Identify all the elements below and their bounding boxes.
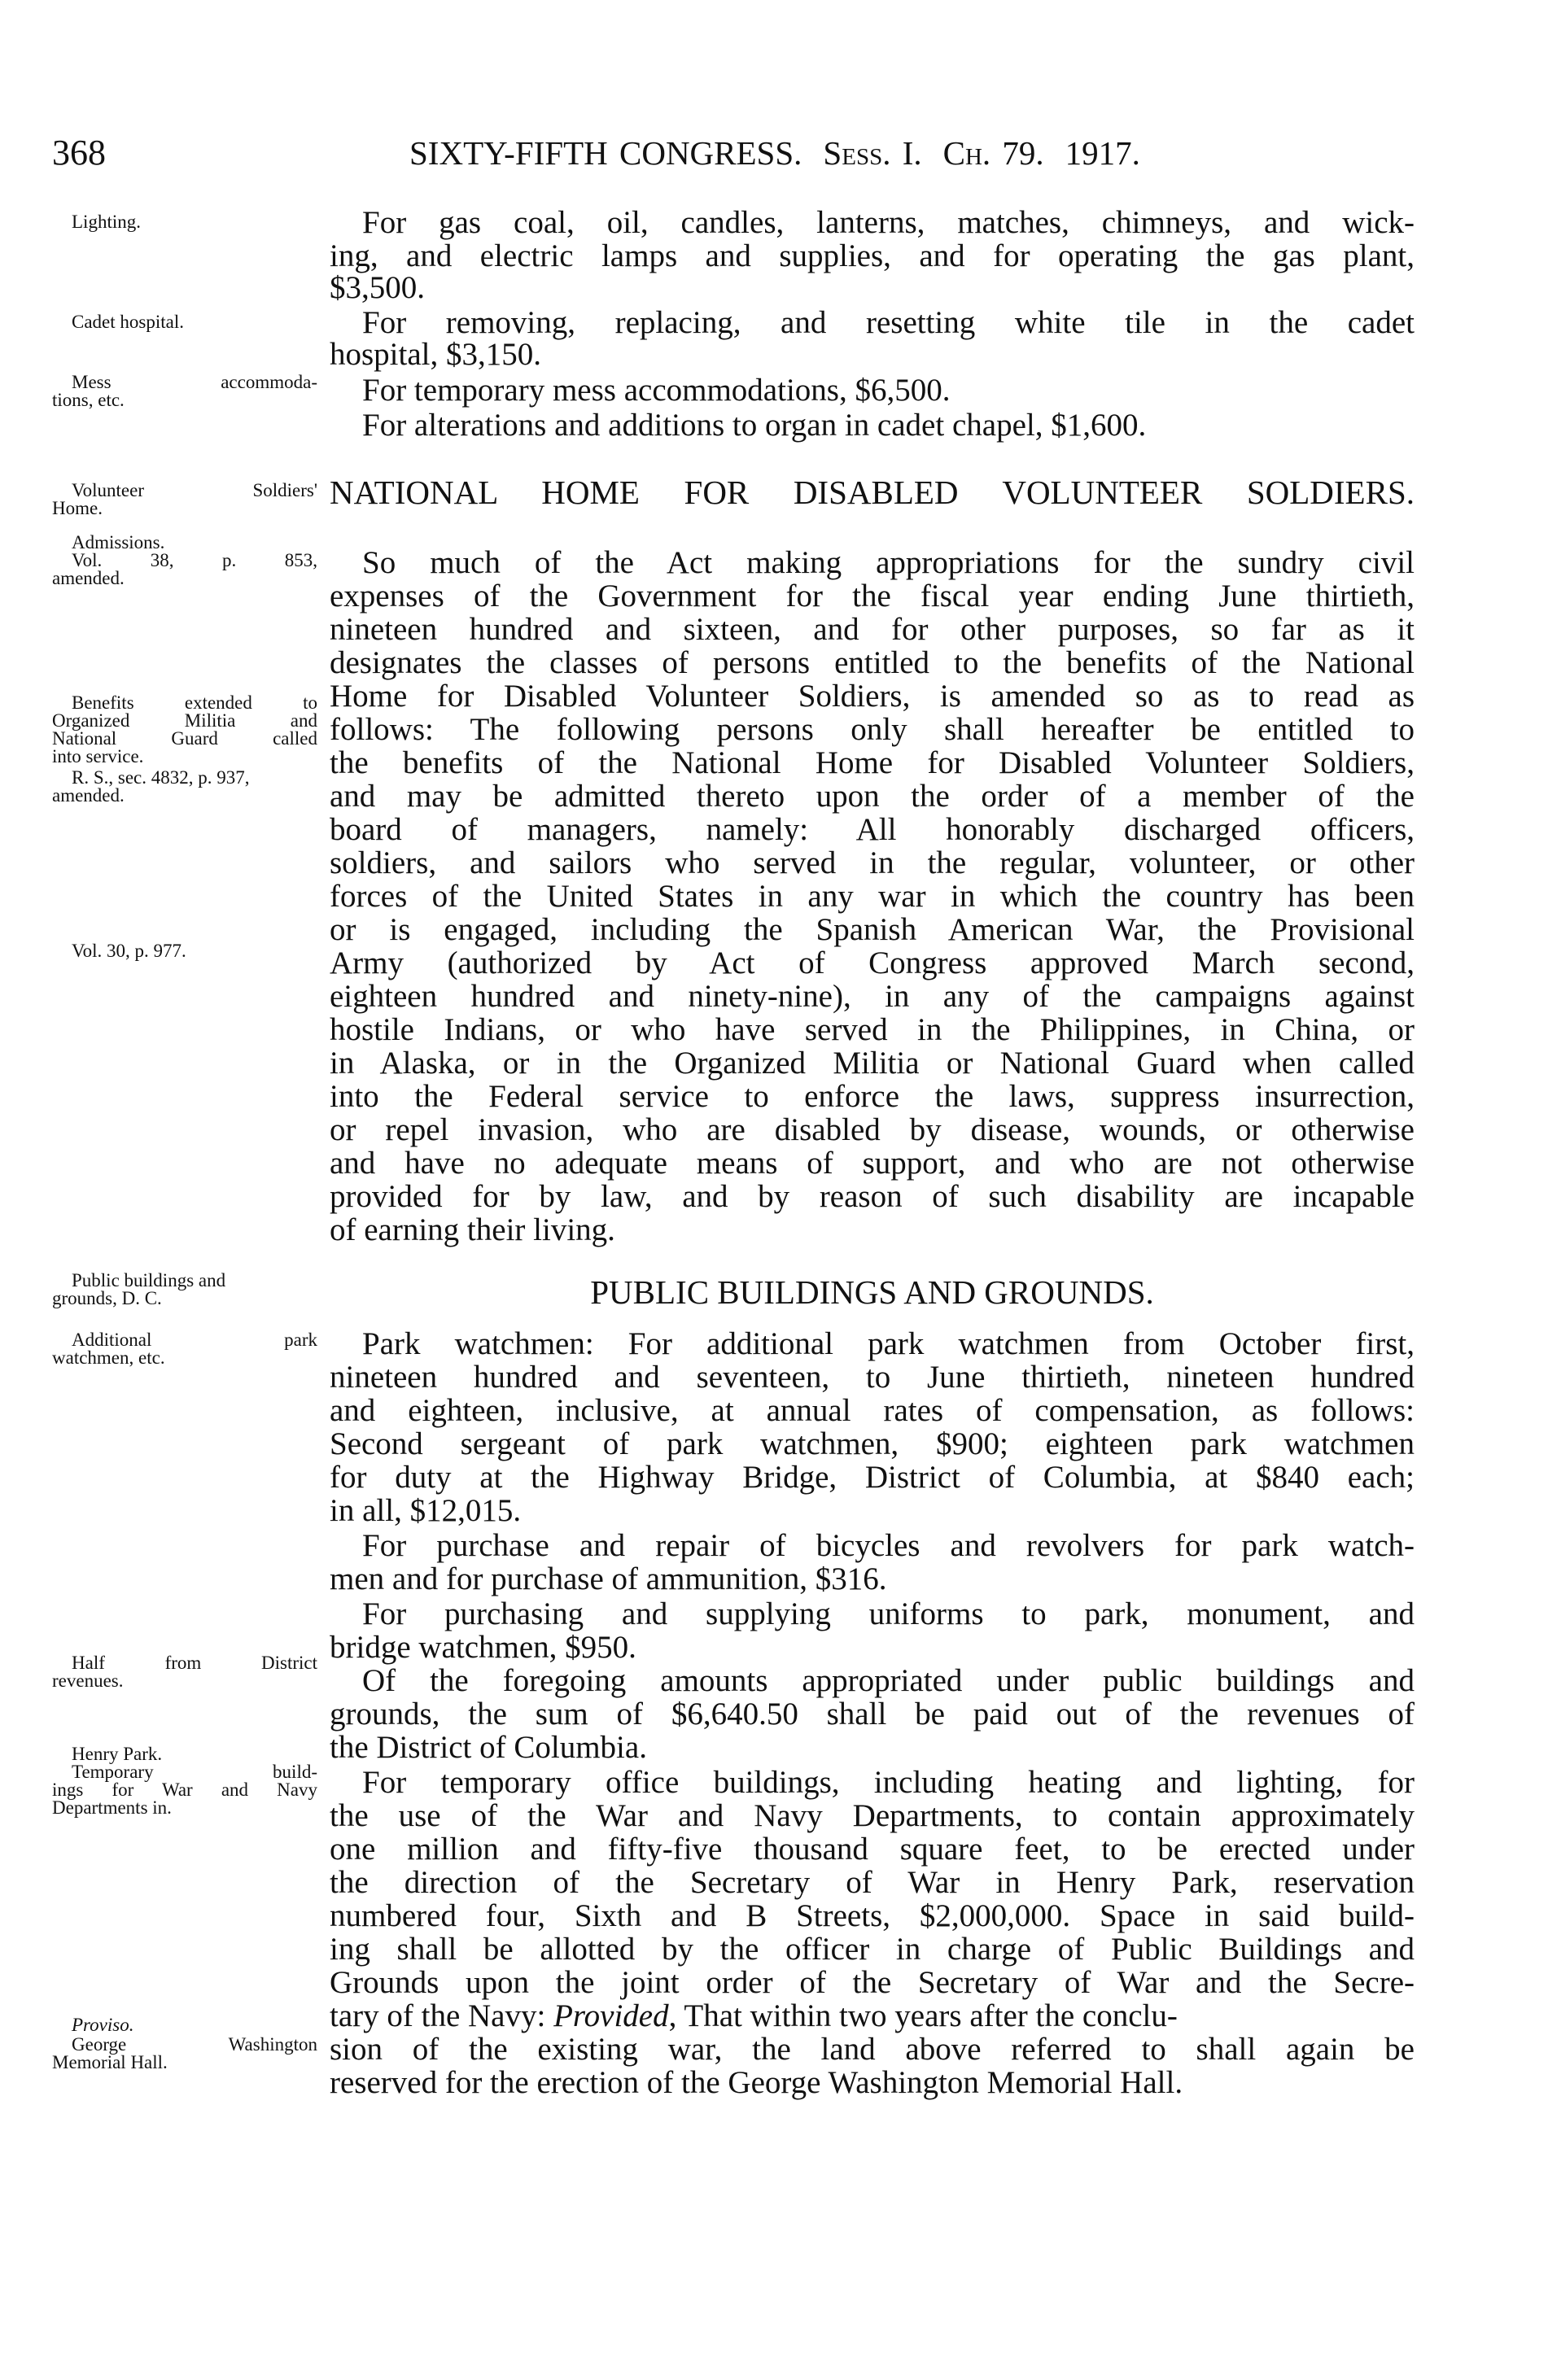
body-text: tary of the Navy: [330,1998,554,2033]
body-line: For purchasing and supplying uniforms to park, monument, and [362,1596,1415,1631]
body-line: So much of the Act making appropriations for the sundry civil [362,545,1415,580]
margin-note-mess-accommodations: Mess accommoda- tions, etc. [52,372,317,410]
body-line: of earning their living. [330,1212,615,1247]
section-heading-public-buildings: PUBLIC BUILDINGS AND GROUNDS. [590,1273,1154,1311]
margin-note-benefits-extended: Benefits extended to Organized Militia and National Guard called into service. [52,692,317,766]
body-line: For gas coal, oil, candles, lanterns, matches, chimneys, and wick- [362,205,1415,240]
margin-note-lighting: Lighting. [72,212,141,232]
body-line: the use of the War and Navy Departments, to contain approximately [330,1798,1415,1833]
body-line: and eighteen, inclusive, at annual rates of compensation, as follows: [330,1393,1415,1428]
body-line: for duty at the Highway Bridge, District of Columbia, at $840 each; [330,1460,1415,1495]
body-line: For temporary mess accommodations, $6,500. [362,373,951,408]
body-line: $3,500. [330,270,425,305]
margin-note-proviso: Proviso. [72,2015,134,2035]
body-line: into the Federal service to enforce the laws, suppress insurrection, [330,1079,1415,1114]
margin-note-admissions: Admissions. [72,532,165,552]
margin-note-half-from-district: Half from District revenues. [52,1653,317,1691]
section-heading-national-home: NATIONAL HOME FOR DISABLED VOLUNTEER SOLDIERS. [330,474,1415,511]
margin-note-vol-38-citation: Vol. 38, p. 853, amended. [52,550,317,588]
body-line: Of the foregoing amounts appropriated under public buildings and [362,1663,1415,1698]
body-line: For alterations and additions to organ in cadet chapel, $1,600. [362,408,1147,443]
body-line: expenses of the Government for the fiscal year ending June thirtieth, [330,579,1415,614]
margin-note-temporary-buildings: Temporary build- ings for War and Navy Departments in. [52,1762,317,1818]
margin-note-additional-park-watchmen: Additional park watchmen, etc. [52,1330,317,1368]
margin-note-cadet-hospital: Cadet hospital. [72,312,184,332]
session-label: Sess. I. [823,134,922,172]
body-line: hospital, $3,150. [330,337,541,372]
body-line: and may be admitted thereto upon the order of a member of the [330,779,1415,814]
congress-title: SIXTY-FIFTH CONGRESS. [409,134,802,172]
running-head [409,133,1337,172]
body-line: Second sergeant of park watchmen, $900; eighteen park watchmen [330,1426,1415,1461]
body-line: in all, $12,015. [330,1493,522,1528]
body-line: numbered four, Sixth and B Streets, $2,000,000. Space in said build- [330,1898,1415,1933]
page-number: 368 [52,133,106,172]
body-line: follows: The following persons only shall hereafter be entitled to [330,712,1415,747]
body-line: men and for purchase of ammunition, $316. [330,1561,887,1596]
body-line: the District of Columbia. [330,1730,647,1765]
body-line: grounds, the sum of $6,640.50 shall be paid out of the revenues of [330,1697,1415,1732]
body-line: bridge watchmen, $950. [330,1630,636,1665]
margin-note-vol-30-citation: Vol. 30, p. 977. [72,941,186,961]
body-line: designates the classes of persons entitled to the benefits of the National [330,645,1415,680]
body-line: provided for by law, and by reason of such disability are incapable [330,1179,1415,1214]
body-line: reserved for the erection of the George Washington Memorial Hall. [330,2065,1183,2100]
body-line: ing shall be allotted by the officer in charge of Public Buildings and [330,1932,1415,1967]
body-line: sion of the existing war, the land above referred to shall again be [330,2032,1415,2067]
body-line: Park watchmen: For additional park watchmen from October first, [362,1326,1415,1361]
body-line: or repel invasion, who are disabled by disease, wounds, or otherwise [330,1112,1415,1147]
body-line: soldiers, and sailors who served in the regular, volunteer, or other [330,845,1415,880]
body-line: For purchase and repair of bicycles and revolvers for park watch- [362,1528,1415,1563]
body-line: ing, and electric lamps and supplies, and for operating the gas plant, [330,238,1415,273]
provided-italic: Provided [553,1998,669,2033]
body-line: in Alaska, or in the Organized Militia or National Guard when called [330,1046,1415,1081]
body-line: hostile Indians, or who have served in the Philippines, in China, or [330,1012,1415,1047]
body-line: board of managers, namely: All honorably discharged officers, [330,812,1415,847]
body-line: Home for Disabled Volunteer Soldiers, is amended so as to read as [330,679,1415,714]
body-line: For temporary office buildings, including heating and lighting, for [362,1765,1415,1800]
margin-note-volunteer-soldiers-home: Volunteer Soldiers' Home. [52,480,317,518]
body-line: eighteen hundred and ninety-nine), in any of the campaigns against [330,979,1415,1014]
body-line: nineteen hundred and sixteen, and for other purposes, so far as it [330,612,1415,647]
body-line: nineteen hundred and seventeen, to June thirtieth, nineteen hundred [330,1360,1415,1395]
body-line: one million and fifty-five thousand square feet, to be erected under [330,1832,1415,1867]
body-line: the direction of the Secretary of War in Henry Park, reservation [330,1865,1415,1900]
body-line: Army (authorized by Act of Congress approved March second, [330,945,1415,980]
margin-note-henry-park: Henry Park. [72,1744,163,1764]
body-text: , That within two years after the conclu- [668,1998,1178,2033]
body-line-proviso [330,1999,1415,2033]
body-line: forces of the United States in any war in which the country has been [330,879,1415,914]
body-line: and have no adequate means of support, and who are not otherwise [330,1146,1415,1181]
margin-note-rs-4832-citation: R. S., sec. 4832, p. 937, amended. [52,767,250,806]
year-label: 1917. [1065,134,1140,172]
margin-note-public-buildings: Public buildings and grounds, D. C. [52,1270,226,1308]
chapter-label: Ch. 79. [942,134,1044,172]
margin-note-george-washington-hall: George Washington Memorial Hall. [52,2034,317,2072]
body-line: For removing, replacing, and resetting white tile in the cadet [362,305,1415,340]
body-line: the benefits of the National Home for Disabled Volunteer Soldiers, [330,745,1415,780]
body-line: Grounds upon the joint order of the Secretary of War and the Secre- [330,1965,1415,2000]
body-line: or is engaged, including the Spanish American War, the Provisional [330,912,1415,947]
